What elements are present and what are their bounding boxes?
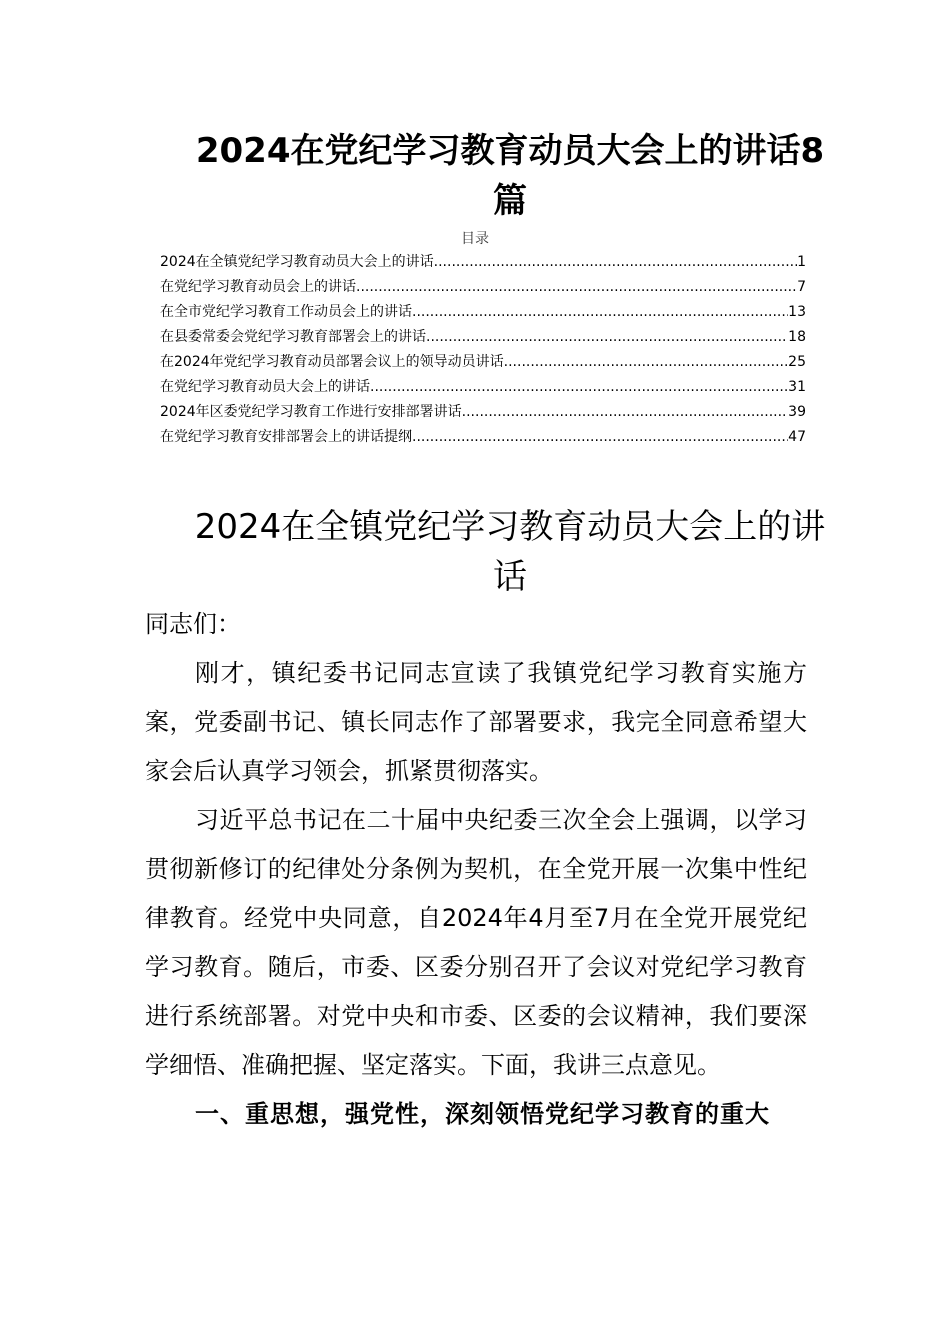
- section-title: 2024在全镇党纪学习教育动员大会上的讲话: [194, 507, 826, 597]
- section-heading-one: 一、重思想，强党性，深刻领悟党纪学习教育的重大: [195, 1100, 770, 1128]
- speech-body: [145, 600, 807, 1139]
- toc-entry[interactable]: [160, 375, 806, 400]
- toc-entry-page: 31: [788, 379, 806, 395]
- toc-leader-dots: [462, 400, 789, 425]
- toc-entry-title: 2024年区委党纪学习教育工作进行安排部署讲话: [160, 404, 462, 420]
- toc-entry-title: 在党纪学习教育安排部署会上的讲话提纲: [160, 429, 412, 445]
- toc-entry[interactable]: [160, 275, 806, 300]
- toc-entry-title: 2024在全镇党纪学习教育动员大会上的讲话: [160, 254, 434, 270]
- toc-entry-title: 在2024年党纪学习教育动员部署会议上的领导动员讲话: [160, 354, 504, 370]
- body-paragraph: 习近平总书记在二十届中央纪委三次全会上强调，以学习贯彻新修订的纪律处分条例为契机，在全党开展一次集中性纪律教育。经党中央同意，自2024年4月至7月在全党开展党纪学习教育。随后，市委、区委分别召开了会议对党纪学习教育进行系统部署。对党中央和市委、区委的会议精神，我们要深学细悟、准确把握、坚定落实。下面，我讲三点意见。: [145, 806, 807, 1079]
- toc-entry-page: 7: [797, 279, 806, 295]
- toc-entry-page: 1: [797, 254, 806, 270]
- toc-leader-dots: [412, 425, 788, 450]
- toc-entry[interactable]: [160, 425, 806, 450]
- toc-entry-page: 13: [788, 304, 806, 320]
- salutation: 同志们：: [145, 610, 241, 638]
- toc-leader-dots: [434, 250, 797, 275]
- toc-entry[interactable]: [160, 300, 806, 325]
- document-title: 2024在党纪学习教育动员大会上的讲话8篇: [195, 131, 825, 221]
- toc-entry-title: 在全市党纪学习教育工作动员会上的讲话: [160, 304, 412, 320]
- table-of-contents: [160, 250, 806, 450]
- toc-leader-dots: [504, 350, 789, 375]
- toc-leader-dots: [412, 300, 788, 325]
- toc-entry[interactable]: [160, 400, 806, 425]
- toc-entry-page: 47: [788, 429, 806, 445]
- toc-heading: 目录: [461, 231, 489, 247]
- toc-entry-page: 18: [788, 329, 806, 345]
- toc-entry-title: 在县委常委会党纪学习教育部署会上的讲话: [160, 329, 426, 345]
- toc-leader-dots: [370, 375, 788, 400]
- toc-entry-page: 39: [788, 404, 806, 420]
- toc-entry-title: 在党纪学习教育动员会上的讲话: [160, 279, 356, 295]
- toc-entry[interactable]: [160, 350, 806, 375]
- toc-entry-title: 在党纪学习教育动员大会上的讲话: [160, 379, 370, 395]
- toc-entry[interactable]: [160, 325, 806, 350]
- toc-leader-dots: [426, 325, 788, 350]
- toc-entry[interactable]: [160, 250, 806, 275]
- toc-entry-page: 25: [788, 354, 806, 370]
- toc-leader-dots: [356, 275, 797, 300]
- body-paragraph: 刚才，镇纪委书记同志宣读了我镇党纪学习教育实施方案，党委副书记、镇长同志作了部署要求，我完全同意希望大家会后认真学习领会，抓紧贯彻落实。: [145, 659, 807, 785]
